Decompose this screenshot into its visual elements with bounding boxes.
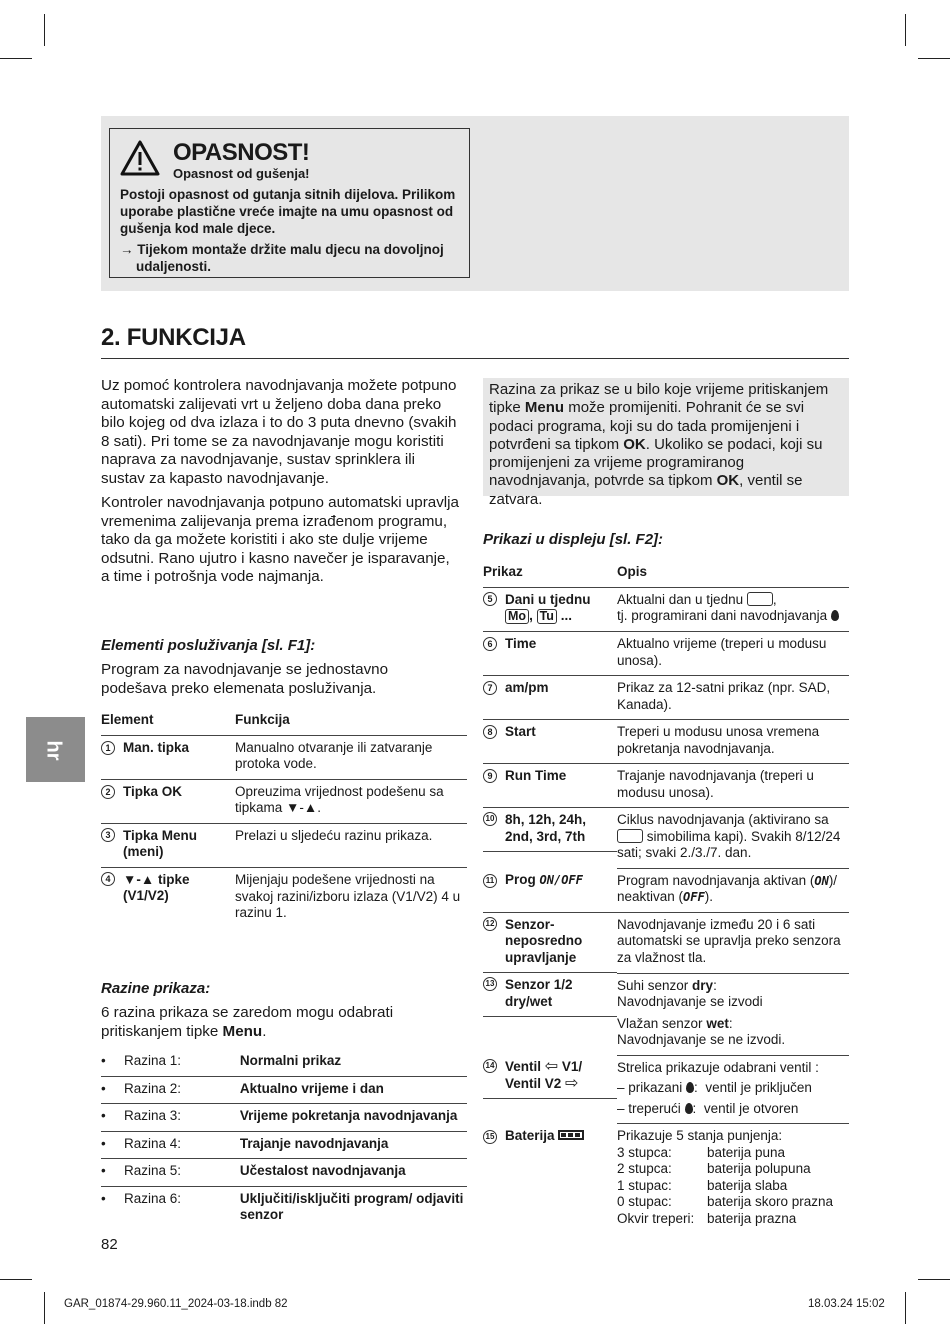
warning-box [109,128,470,278]
display-item-name: Ventil V2 [505,1075,566,1091]
element-function: Mijenjaju podešene vrijednosti na svakoj razini/izboru izlaza (V1/V2) 4 u razinu 1. [235,872,461,920]
state-value: baterija slaba [707,1177,788,1193]
display-desc: Treperi u modusu unosa vremena pokretanja navodnjavanja. [617,720,849,764]
display-item-name: Run Time [505,768,567,783]
row-number: 7 [483,681,497,695]
bullet: • [101,1049,124,1076]
display-desc: )/ neaktivan ( [617,872,838,904]
arrow-right-icon: ⇨ [565,1074,579,1092]
display-desc: : [694,1080,698,1095]
table-row [483,808,849,869]
warning-text: Postoji opasnost od gutanja sitnih dijelova. Prilikom uporabe plastične vreće imajte na umu opasnost od gušenja kod male djece. [120,187,456,236]
level-desc: Vrijeme pokretanja navodnjavanja [240,1104,467,1132]
col-header-display: Prikaz [483,560,617,587]
state-key: Okvir treperi: [617,1210,695,1226]
lcd-on: ON [814,873,829,888]
element-name: ▼-▲ tipke (V1/V2) [123,871,190,903]
row-number: 15 [483,1130,497,1144]
bullet: • [101,1076,124,1104]
footer-timestamp: 18.03.24 15:02 [808,1298,885,1310]
intro-text [101,377,461,593]
footer-file-info: GAR_01874-29.960.11_2024-03-18.indb 82 [64,1298,288,1310]
warning-action: → Tijekom montaže držite malu djecu na dovoljnoj udaljenosti. [120,242,444,274]
table-row [101,1049,467,1076]
state-value: baterija puna [707,1144,786,1160]
display-item-name: am/pm [505,680,549,695]
intro-paragraph-2: Kontroler navodnjavanja potpuno automatski upravlja vremenima zalijevanja prema izrađenom programu, tako da ga možete koristiti i ako ste dulje vrijeme odsutni. Rano ujutro i kasno navečer je isparavanje, a time i potrošnja vode najmanja. [101,494,459,585]
display-desc: Vlažan senzor [617,1015,707,1031]
level-desc: Aktualno vrijeme i dan [240,1076,467,1104]
display-desc: Program navodnjavanja aktivan ( [617,872,815,888]
level-desc: Trajanje navodnjavanja [240,1131,467,1159]
state-key: 2 stupca: [617,1161,672,1176]
battery-icon [558,1130,584,1140]
language-tab-label: hr [42,740,65,761]
display-item-name: Ventil [505,1059,545,1074]
note-text: može promijeniti. Pohranit će se svi podaci programa, koji su do tada promijenjeni i potvrđeni sa tipkom [489,399,805,453]
col-header-function: Funkcija [235,708,467,735]
controls-intro: Program za navodnjavanje se jednostavno podešava preko elemenata posluživanja. [101,661,389,697]
note-text: , ventil se zatvara. [489,472,803,508]
col-header-desc: Opis [617,560,849,587]
display-desc: – treperući [617,1100,685,1116]
element-name: Man. tipka [123,739,190,755]
display-desc: Aktualni dan u tjednu [617,591,747,607]
level-label: Razina 5: [124,1159,240,1187]
note-key: OK [716,472,740,490]
crop-mark [905,1292,906,1324]
display-desc: Navodnjavanje se izvodi [617,994,763,1009]
row-number: 9 [483,769,497,783]
lcd-on-off: ON/OFF [539,873,583,887]
level-desc: Normalni prikaz [240,1049,467,1076]
menu-note-box [483,378,849,508]
bullet: • [101,1159,124,1187]
page-number: 82 [101,1236,118,1253]
element-name: Tipka OK [123,783,183,799]
state-value: baterija prazna [707,1210,797,1226]
display-desc: Navodnjavanje između 20 i 6 sati automatski se upravlja preko senzora za vlažnost tla. [617,912,849,973]
display-desc: ). [704,889,713,904]
section-title: 2. FUNKCIJA [101,324,246,351]
display-item-name: V1/ [558,1059,583,1074]
list-item [617,1178,833,1195]
warning-title: OPASNOST! [173,139,310,166]
list-item [617,1211,833,1228]
table-row [101,735,467,779]
table-row [101,779,467,823]
table-row [483,676,849,720]
element-function: Opreuzima vrijednost podešenu sa tipkama ▼-▲. [235,779,467,823]
table-row [101,823,467,868]
display-desc: : [728,1015,733,1031]
note-text: . Ukoliko se podaci, koji su promijenjeni za vrijeme programiranog navodnjavanja, potvrde sa tipkom [489,435,823,490]
day-frame-icon [747,592,773,606]
crop-mark [44,1292,45,1324]
level-label: Razina 2: [124,1076,240,1104]
table-row [483,587,849,632]
display-desc: tj. programirani dani navodnjavanja [617,608,831,623]
display-table [483,560,849,1233]
display-desc: – prikazani [617,1080,687,1095]
row-number: 8 [483,725,497,739]
row-number: 6 [483,637,497,651]
display-desc: , [772,591,777,607]
levels-intro-end: . [262,1022,267,1040]
table-row [483,1124,849,1234]
state-key: 3 stupca: [617,1144,672,1160]
levels-heading: Razine prikaza: [101,980,211,997]
bullet: • [101,1190,106,1206]
table-row [483,632,849,676]
battery-states [617,1145,833,1228]
warning-subtitle: Opasnost od gušenja! [173,166,310,181]
table-row [101,1076,467,1104]
wet-label: wet [706,1015,729,1031]
display-desc: ventil je otvoren [703,1100,799,1116]
crop-mark [918,1279,950,1280]
display-item-name: Start [505,724,536,739]
water-drop-icon [831,610,839,621]
levels-intro [101,1004,456,1041]
display-item-name: Prog [505,872,540,887]
display-desc: Ciklus navodnjavanja (aktivirano sa [617,812,829,827]
table-row [483,973,849,1055]
element-function: Manualno otvaranje ili zatvaranje protoka vode. [235,735,467,779]
row-number: 3 [101,828,115,842]
day-box-mo: Mo [505,609,529,624]
state-value: baterija polupuna [707,1161,811,1176]
bullet: • [101,1104,124,1132]
display-item-name: Baterija [505,1127,555,1143]
display-item-name: Senzor 1/2 dry/wet [505,977,573,1009]
row-number: 12 [483,917,497,931]
display-heading: Prikazi u displeju [sl. F2]: [483,531,664,548]
day-box-tu: Tu [537,609,557,624]
water-drop-icon [686,1082,694,1093]
table-row [101,868,467,922]
separator: , [529,608,533,623]
state-key: 0 stupac: [617,1194,672,1209]
row-number: 11 [483,874,497,888]
levels-intro-key: Menu [222,1022,263,1040]
table-row [483,764,849,808]
crop-mark [918,58,950,59]
state-key: 1 stupac: [617,1177,672,1193]
controls-table [101,708,467,922]
row-number: 5 [483,592,497,606]
row-number: 10 [483,812,497,826]
table-row [483,1055,849,1124]
display-desc: Navodnjavanje se ne izvodi. [617,1032,786,1047]
row-number: 13 [483,977,497,991]
crop-mark [0,1279,32,1280]
level-label: Razina 1: [124,1049,240,1076]
ellipsis: ... [560,608,572,623]
row-number: 1 [101,741,115,755]
levels-intro-text: 6 razina prikaza se zaredom mogu odabrati pritiskanjem tipke [101,1004,394,1040]
display-desc: simobilima kapi). Svakih 8/12/24 sati; svaki 2./3./7. dan. [617,828,841,860]
note-key: Menu [524,399,565,417]
display-item-name: Dani u tjednu [505,591,591,607]
crop-mark [0,58,32,59]
table-row [101,1104,467,1132]
warning-triangle-icon [120,140,160,176]
display-desc: Prikaz za 12-satni prikaz (npr. SAD, Kanada). [617,676,849,720]
list-item [617,1145,833,1162]
display-desc: Suhi senzor [617,977,693,993]
controls-heading: Elementi posluživanja [sl. F1]: [101,637,316,654]
element-name: Tipka Menu (meni) [123,827,198,859]
table-row [483,868,849,912]
row-number: 4 [101,872,115,886]
display-desc: Prikazuje 5 stanja punjenja: [617,1128,783,1143]
table-row [101,1159,467,1187]
list-item [617,1161,833,1178]
crop-mark [44,14,45,46]
bullet: • [101,1131,124,1159]
display-desc: Aktualno vrijeme (treperi u modusu unosa). [617,632,849,676]
display-desc: Trajanje navodnjavanja (treperi u modusu unosa). [617,764,849,808]
lcd-off: OFF [683,890,705,904]
row-number: 14 [483,1059,497,1073]
water-drop-icon [685,1103,693,1114]
note-text: Razina za prikaz se u bilo koje vrijeme pritiskanjem tipke [489,381,829,417]
display-desc: ventil je priključen [705,1080,812,1095]
dry-label: dry [692,977,714,993]
language-tab [26,717,85,782]
note-key: OK [623,435,646,453]
display-desc: Strelica prikazuje odabrani ventil : [617,1059,819,1075]
display-item-name: Senzor-neposredno upravljanje [505,916,583,965]
level-desc: Uključiti/isključiti program/ odjaviti senzor [239,1190,464,1222]
table-row [101,1186,467,1230]
display-desc: : [713,977,717,993]
cycle-frame-icon [617,829,643,843]
level-label: Razina 6: [123,1190,181,1206]
level-label: Razina 4: [124,1131,240,1159]
level-desc: Učestalost navodnjavanja [240,1159,467,1187]
table-row [101,1131,467,1159]
state-value: baterija skoro prazna [707,1194,834,1209]
col-header-element: Element [101,708,235,735]
section-divider [101,358,849,359]
table-row [483,720,849,764]
element-function: Prelazi u sljedeću razinu prikaza. [235,823,467,868]
level-label: Razina 3: [124,1104,240,1132]
table-row [483,912,849,973]
arrow-left-icon: ⇦ [544,1058,559,1075]
display-item-name: 8h, 12h, 24h, 2nd, 3rd, 7th [505,812,587,844]
display-item-name: Time [505,635,537,651]
levels-table [101,1049,467,1230]
crop-mark [905,14,906,46]
list-item [617,1194,833,1211]
display-desc: : [692,1100,697,1116]
intro-paragraph-1: Uz pomoć kontrolera navodnjavanja možete potpuno automatski zalijevati vrt u željeno doba dana preko bilo kojeg od dva izlaza i to do 3 puta dnevno (svakih 8 sati). Pri tome se za navodnjavanje mogu koristiti naprava za navodnjavanje, sustav sprinklera ili sustav za kapasto navodnjavanje. [101,377,457,487]
row-number: 2 [101,785,115,799]
